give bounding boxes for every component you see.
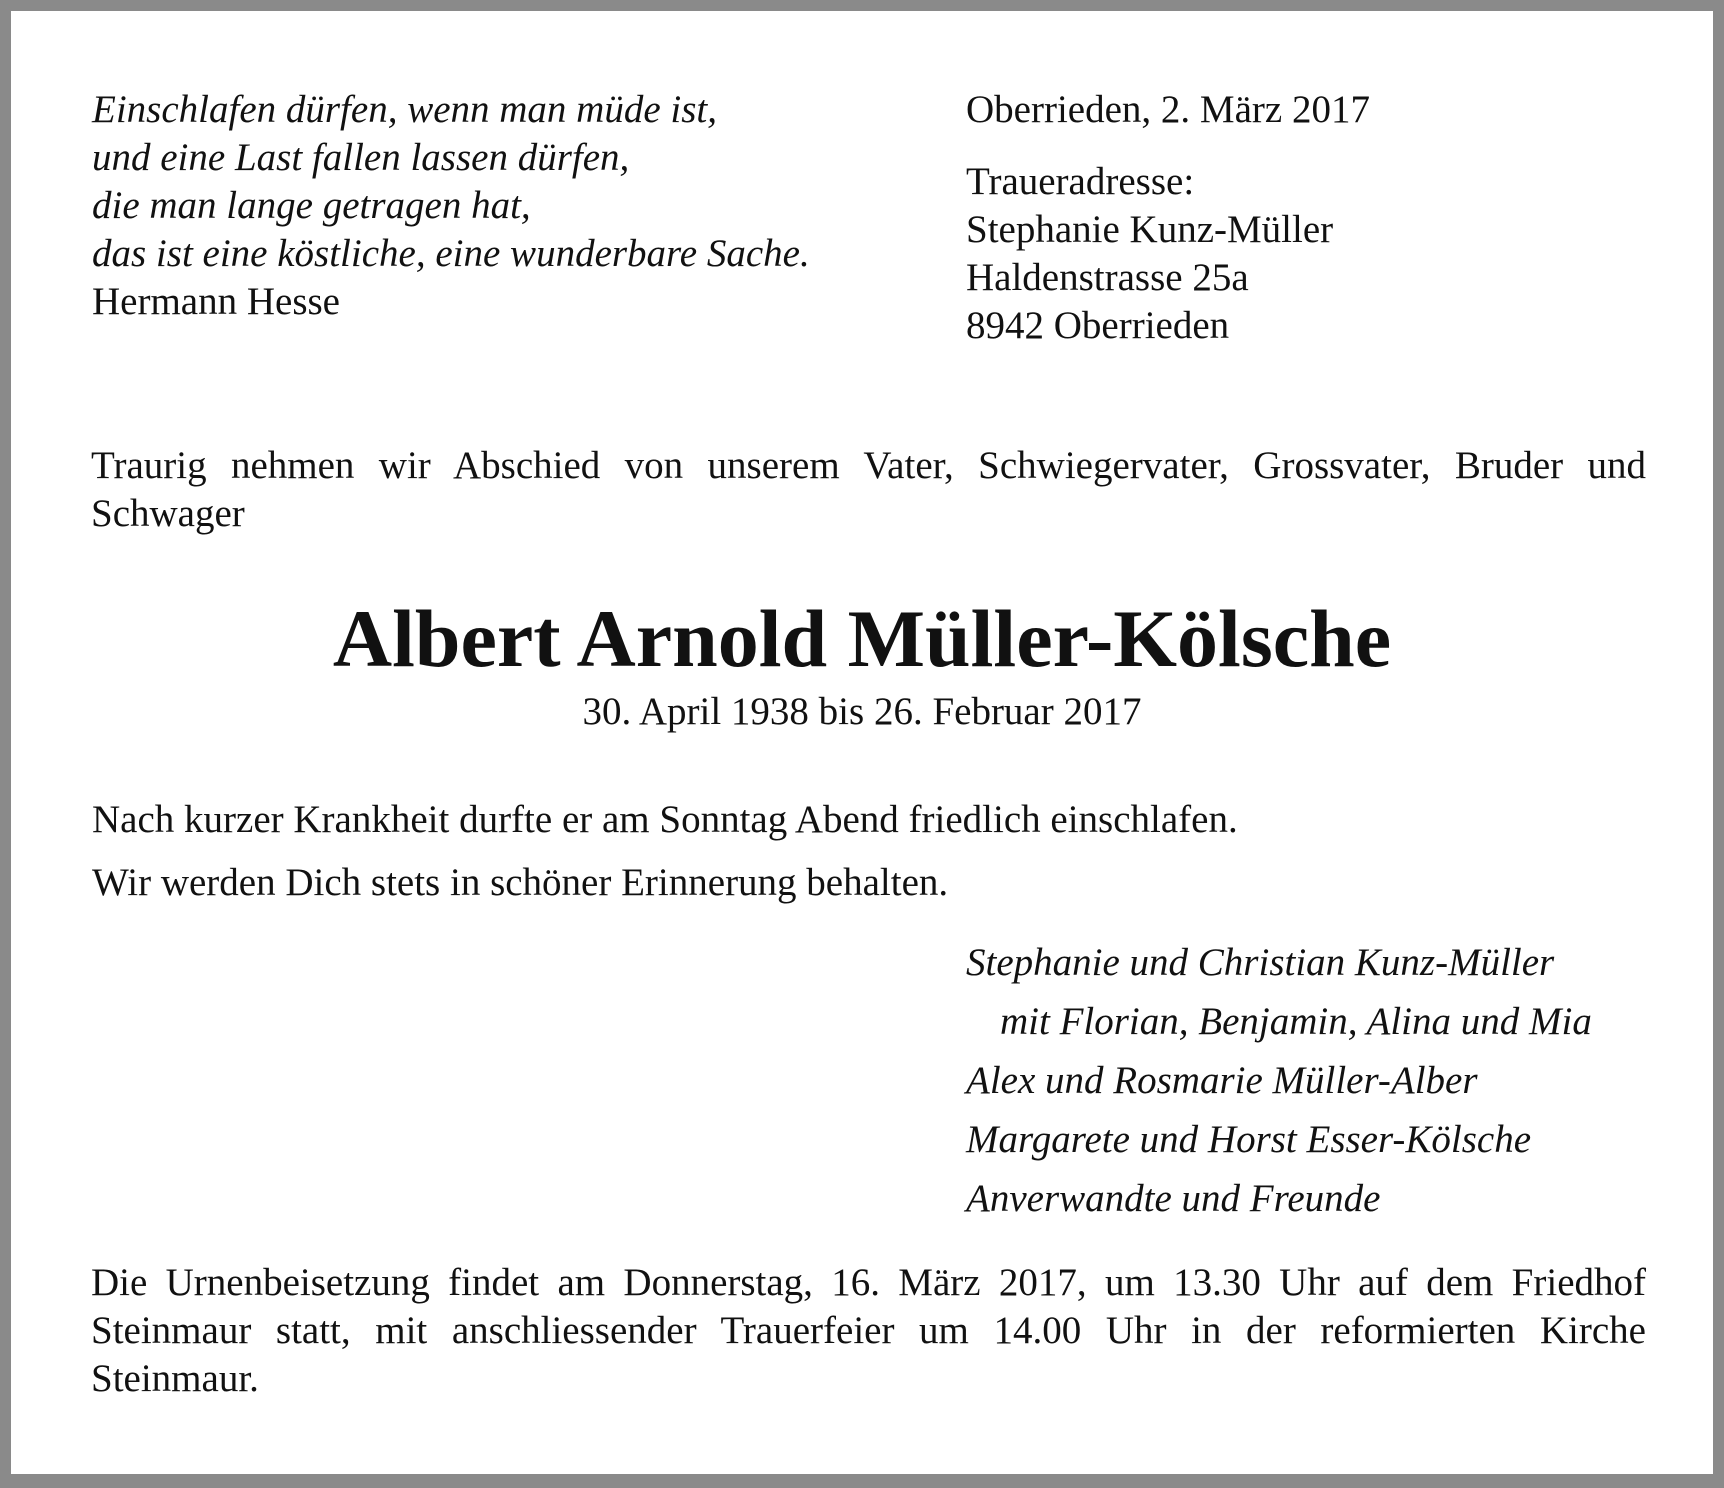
quote-line-4: das ist eine köstliche, eine wunderbare Sache. <box>92 232 810 275</box>
body-line-2: Wir werden Dich stets in schöner Erinnerung behalten. <box>92 861 949 904</box>
intro-text: Traurig nehmen wir Abschied von unserem Vater, Schwiegervater, Grossvater, Bruder und Schwager <box>91 444 1646 535</box>
address-label: Traueradresse: <box>966 160 1195 203</box>
deceased-name: Albert Arnold Müller-Kölsche <box>332 593 1392 684</box>
quote-line-1: Einschlafen dürfen, wenn man müde ist, <box>92 88 718 131</box>
quote-line-2: und eine Last fallen lassen dürfen, <box>92 136 630 179</box>
quote-author: Hermann Hesse <box>92 280 340 323</box>
obituary-notice <box>11 11 1713 1474</box>
mourner-line-4: Margarete und Horst Esser-Kölsche <box>966 1118 1532 1161</box>
address-street: Haldenstrasse 25a <box>966 256 1249 299</box>
place-date: Oberrieden, 2. März 2017 <box>966 88 1370 131</box>
mourner-line-2: mit Florian, Benjamin, Alina und Mia <box>1000 1000 1592 1043</box>
mourner-line-1: Stephanie und Christian Kunz-Müller <box>966 941 1555 984</box>
mourner-line-5: Anverwandte und Freunde <box>966 1177 1381 1220</box>
body-line-1: Nach kurzer Krankheit durfte er am Sonntag Abend friedlich einschlafen. <box>92 798 1238 841</box>
mourner-line-3: Alex und Rosmarie Müller-Alber <box>966 1059 1478 1102</box>
quote-line-3: die man lange getragen hat, <box>92 184 531 227</box>
deceased-dates: 30. April 1938 bis 26. Februar 2017 <box>582 690 1142 733</box>
address-city: 8942 Oberrieden <box>966 304 1230 347</box>
ceremony-text: Die Urnenbeisetzung findet am Donnerstag, 16. März 2017, um 13.30 Uhr auf dem Friedhof Steinmaur statt, mit anschliessender Trauerfeier um 14.00 Uhr in der reformierten Kirche Steinmaur. <box>91 1261 1646 1400</box>
address-name: Stephanie Kunz-Müller <box>966 208 1334 251</box>
